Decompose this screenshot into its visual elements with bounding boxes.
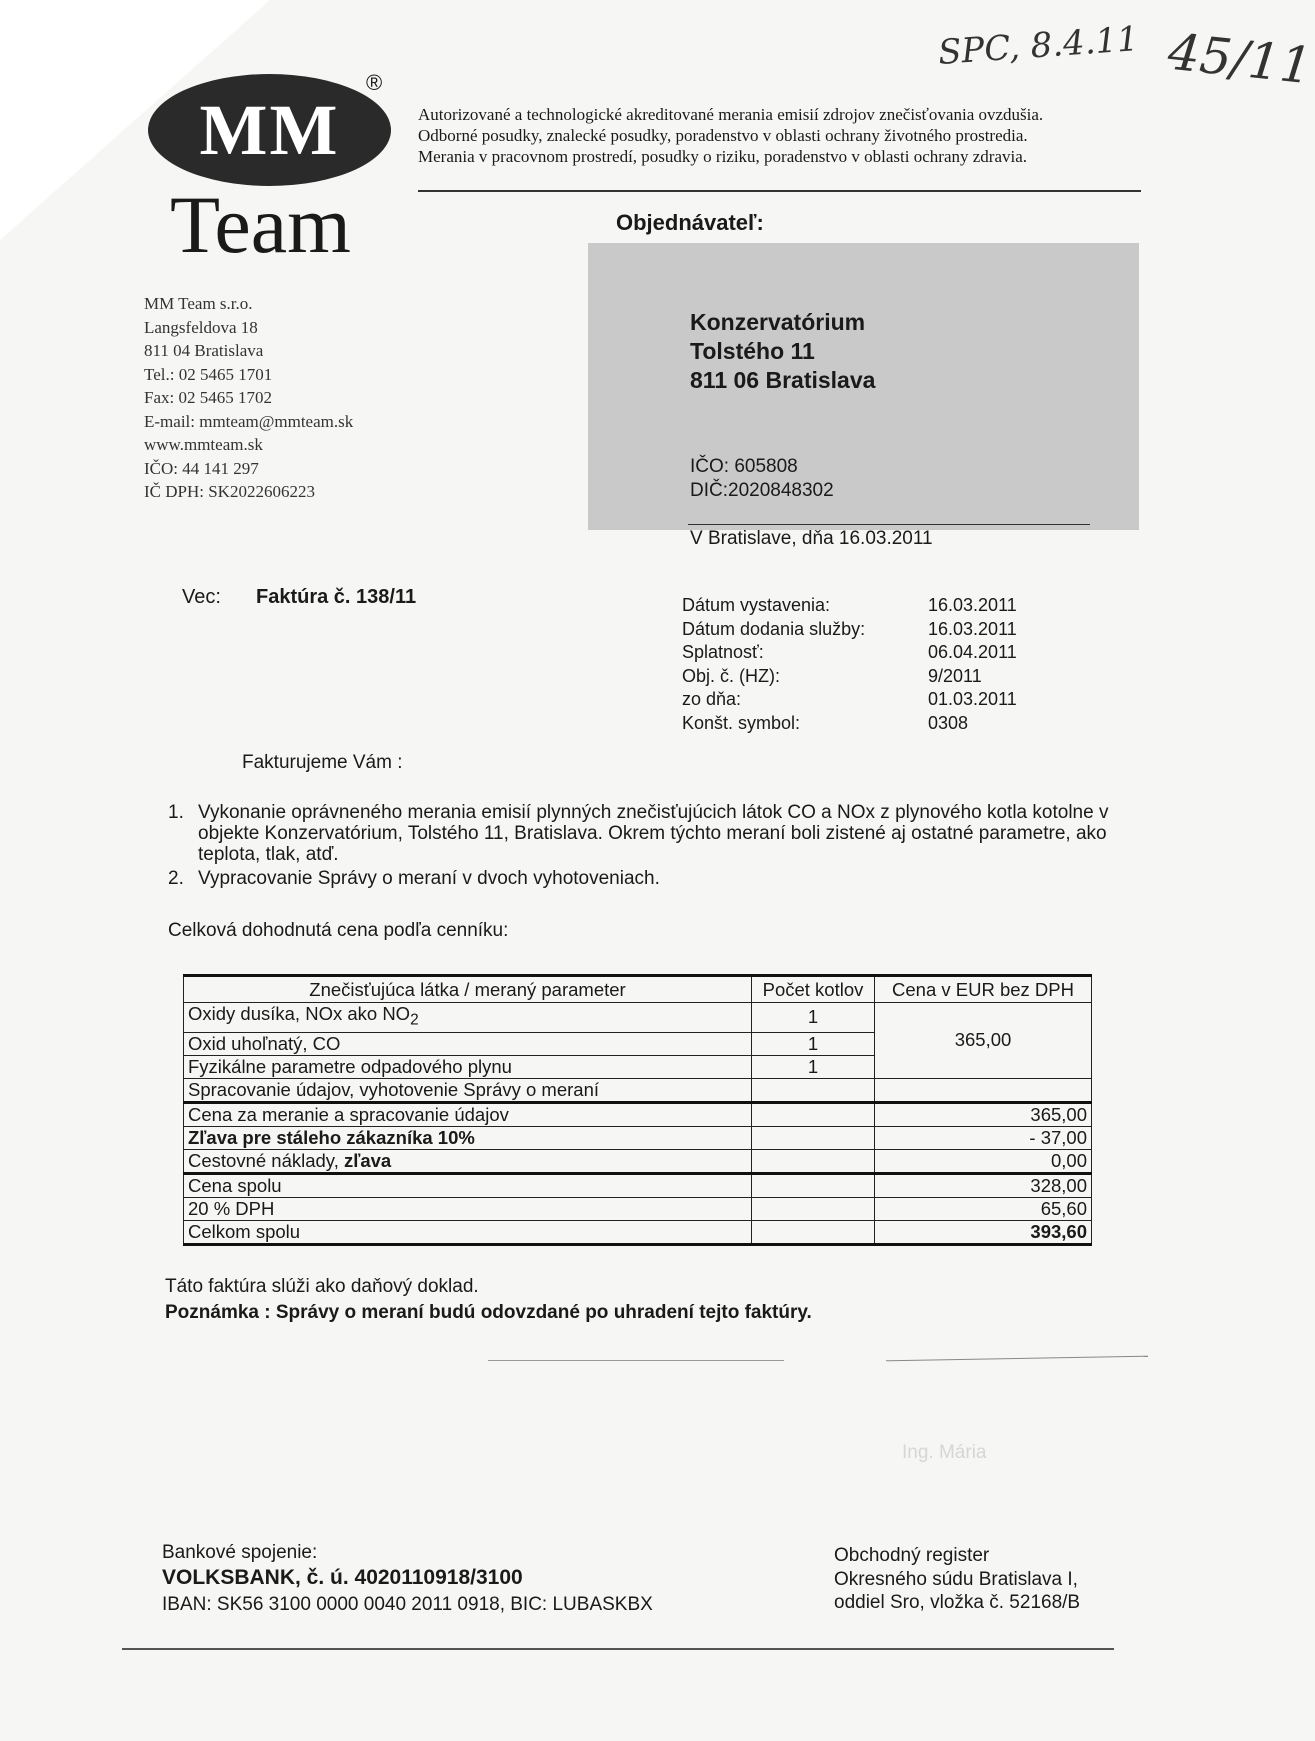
supplier-line: 811 04 Bratislava xyxy=(144,341,264,360)
detail-value: 06.04.2011 xyxy=(928,642,1017,662)
signature-line xyxy=(886,1356,1148,1362)
detail-value: 0308 xyxy=(928,712,969,733)
company-description xyxy=(418,104,1148,167)
item-number: 1. xyxy=(168,802,184,823)
measured-price-cell: 365,00 xyxy=(875,1003,1092,1079)
bank-iban: IBAN: SK56 3100 0000 0040 2011 0918, BIC: LUBASKBX xyxy=(162,1594,653,1615)
reports-note: Poznámka : Správy o meraní budú odovzdané po uhradení tejto faktúry. xyxy=(165,1302,812,1323)
item-text: Vypracovanie Správy o meraní v dvoch vyhotoveniach. xyxy=(198,868,660,889)
faint-signature-name: Ing. Mária xyxy=(902,1442,987,1463)
tax-document-note: Táto faktúra slúži ako daňový doklad. xyxy=(165,1276,479,1297)
detail-value: 16.03.2011 xyxy=(928,595,1017,615)
handwritten-date-note: SPC, 8.4.11 xyxy=(936,19,1140,73)
detail-row xyxy=(682,618,1048,642)
col-header-price: Cena v EUR bez DPH xyxy=(875,976,1092,1003)
detail-row xyxy=(682,688,1048,712)
col-header-parameter: Znečisťujúca látka / meraný parameter xyxy=(184,976,752,1003)
logo-mark: MM xyxy=(148,74,391,186)
empty-cell xyxy=(752,1126,875,1149)
summary-label-text: Cestovné náklady, xyxy=(188,1149,344,1171)
buyer-ids xyxy=(690,455,834,503)
description-line: Odborné posudky, znalecké posudky, poradenstvo v oblasti ochrany životného prostredia. xyxy=(418,126,1028,145)
invoice-items xyxy=(168,802,1118,892)
detail-row xyxy=(682,594,1048,618)
invoice-details xyxy=(682,594,1048,735)
buyer-rule xyxy=(688,524,1090,525)
detail-value: 16.03.2011 xyxy=(928,618,1017,639)
detail-value: 01.03.2011 xyxy=(928,689,1017,709)
summary-value: - 37,00 xyxy=(875,1126,1092,1149)
grand-total-value: 393,60 xyxy=(875,1220,1092,1244)
summary-label: Zľava pre stáleho zákazníka 10% xyxy=(184,1126,752,1149)
count-cell: 1 xyxy=(752,1003,875,1033)
description-line: Autorizované a technologické akreditované merania emisií zdrojov znečisťovania ovzdušia. xyxy=(418,105,1044,124)
detail-row xyxy=(682,712,1048,736)
param-cell: Oxid uhoľnatý, CO xyxy=(184,1032,752,1055)
registered-mark: ® xyxy=(366,70,383,95)
bank-label: Bankové spojenie: xyxy=(162,1542,318,1563)
item-number: 2. xyxy=(168,868,184,889)
invoice-number: Faktúra č. 138/11 xyxy=(256,586,417,608)
empty-cell xyxy=(875,1078,1092,1102)
detail-key: Splatnosť: xyxy=(682,642,764,662)
table-row xyxy=(184,1126,1092,1149)
summary-value: 0,00 xyxy=(875,1149,1092,1173)
logo-word: Team xyxy=(170,179,351,270)
detail-key: zo dňa: xyxy=(682,689,742,709)
param-text: Oxidy dusíka, NOx ako NO xyxy=(188,1003,411,1024)
list-item xyxy=(168,802,1118,865)
table-row xyxy=(184,1197,1092,1220)
table-row xyxy=(184,1102,1092,1126)
description-line: Merania v pracovnom prostredí, posudky o riziku, poradenstvo v oblasti ochrany zdravia. xyxy=(418,147,1028,166)
handwritten-ref-note: 45/11 xyxy=(1165,22,1315,96)
count-cell: 1 xyxy=(752,1055,875,1078)
supplier-address xyxy=(144,292,353,504)
detail-key: Dátum dodania služby: xyxy=(682,618,866,639)
table-row xyxy=(184,1149,1092,1173)
table-row xyxy=(184,1220,1092,1244)
buyer-line: Konzervatórium xyxy=(690,309,866,335)
buyer-line: Tolstého 11 xyxy=(690,338,815,364)
empty-cell xyxy=(752,1220,875,1244)
detail-value: 9/2011 xyxy=(928,665,982,686)
count-cell xyxy=(752,1078,875,1102)
supplier-line: MM Team s.r.o. xyxy=(144,294,253,313)
summary-label: Cena za meranie a spracovanie údajov xyxy=(184,1102,752,1126)
col-header-count: Počet kotlov xyxy=(752,976,875,1003)
supplier-line: Fax: 02 5465 1702 xyxy=(144,388,272,407)
table-row xyxy=(184,1173,1092,1197)
buyer-line: 811 06 Bratislava xyxy=(690,367,876,393)
signature-line xyxy=(488,1360,784,1361)
param-cell: Fyzikálne parametre odpadového plynu xyxy=(184,1055,752,1078)
buyer-label: Objednávateľ: xyxy=(616,210,764,235)
empty-cell xyxy=(752,1197,875,1220)
summary-label: Cena spolu xyxy=(184,1173,752,1197)
detail-row xyxy=(682,665,1048,689)
detail-key: Konšt. symbol: xyxy=(682,712,801,733)
business-register xyxy=(834,1544,1080,1615)
subject-label: Vec: xyxy=(182,586,221,608)
supplier-line: Langsfeldova 18 xyxy=(144,317,258,337)
bank-account: VOLKSBANK, č. ú. 4020110918/3100 xyxy=(162,1566,523,1589)
summary-label xyxy=(184,1149,752,1173)
register-line: Obchodný register xyxy=(834,1545,990,1566)
count-cell: 1 xyxy=(752,1032,875,1055)
summary-value: 365,00 xyxy=(875,1102,1092,1126)
detail-key: Dátum vystavenia: xyxy=(682,595,831,615)
table-row xyxy=(184,1078,1092,1102)
empty-cell xyxy=(752,1149,875,1173)
register-line: oddiel Sro, vložka č. 52168/B xyxy=(834,1592,1081,1613)
item-text: Vykonanie oprávneného merania emisií plynných znečisťujúcich látok CO a NOx z plynového kotla kotolne v objekte Konzervatórium, Tolstého 11, Bratislava. Okrem týchto meraní boli zistené aj ostatné parametre, ako teplota, tlak, atď. xyxy=(198,802,1109,865)
register-line: Okresného súdu Bratislava I, xyxy=(834,1568,1078,1590)
price-table xyxy=(183,974,1092,1246)
footer-rule xyxy=(122,1648,1114,1650)
empty-cell xyxy=(752,1173,875,1197)
list-item xyxy=(168,868,1118,889)
param-cell: Spracovanie údajov, vyhotovenie Správy o meraní xyxy=(184,1078,752,1102)
summary-label: 20 % DPH xyxy=(184,1197,752,1220)
supplier-line: IČ DPH: SK2022606223 xyxy=(144,482,315,501)
detail-key: Obj. č. (HZ): xyxy=(682,665,780,686)
supplier-line: www.mmteam.sk xyxy=(144,435,263,454)
table-row xyxy=(184,1003,1092,1033)
empty-cell xyxy=(752,1102,875,1126)
buyer-ico: IČO: 605808 xyxy=(690,456,798,477)
table-header-row xyxy=(184,976,1092,1003)
summary-label-bold: zľava xyxy=(343,1149,392,1171)
supplier-line: E-mail: mmteam@mmteam.sk xyxy=(144,411,354,431)
summary-label: Celkom spolu xyxy=(184,1220,752,1244)
detail-row xyxy=(682,641,1048,665)
supplier-line: IČO: 44 141 297 xyxy=(144,458,259,478)
subscript: 2 xyxy=(410,1011,419,1029)
price-intro: Celková dohodnutá cena podľa cenníku: xyxy=(168,920,509,941)
summary-value: 65,60 xyxy=(875,1197,1092,1220)
param-cell xyxy=(184,1003,752,1033)
supplier-line: Tel.: 02 5465 1701 xyxy=(144,364,273,384)
place-date: V Bratislave, dňa 16.03.2011 xyxy=(690,528,933,549)
invoice-intro: Fakturujeme Vám : xyxy=(242,752,403,773)
summary-value: 328,00 xyxy=(875,1173,1092,1197)
buyer-address xyxy=(690,308,875,395)
header-rule xyxy=(418,190,1141,192)
buyer-dic: DIČ:2020848302 xyxy=(690,480,834,501)
